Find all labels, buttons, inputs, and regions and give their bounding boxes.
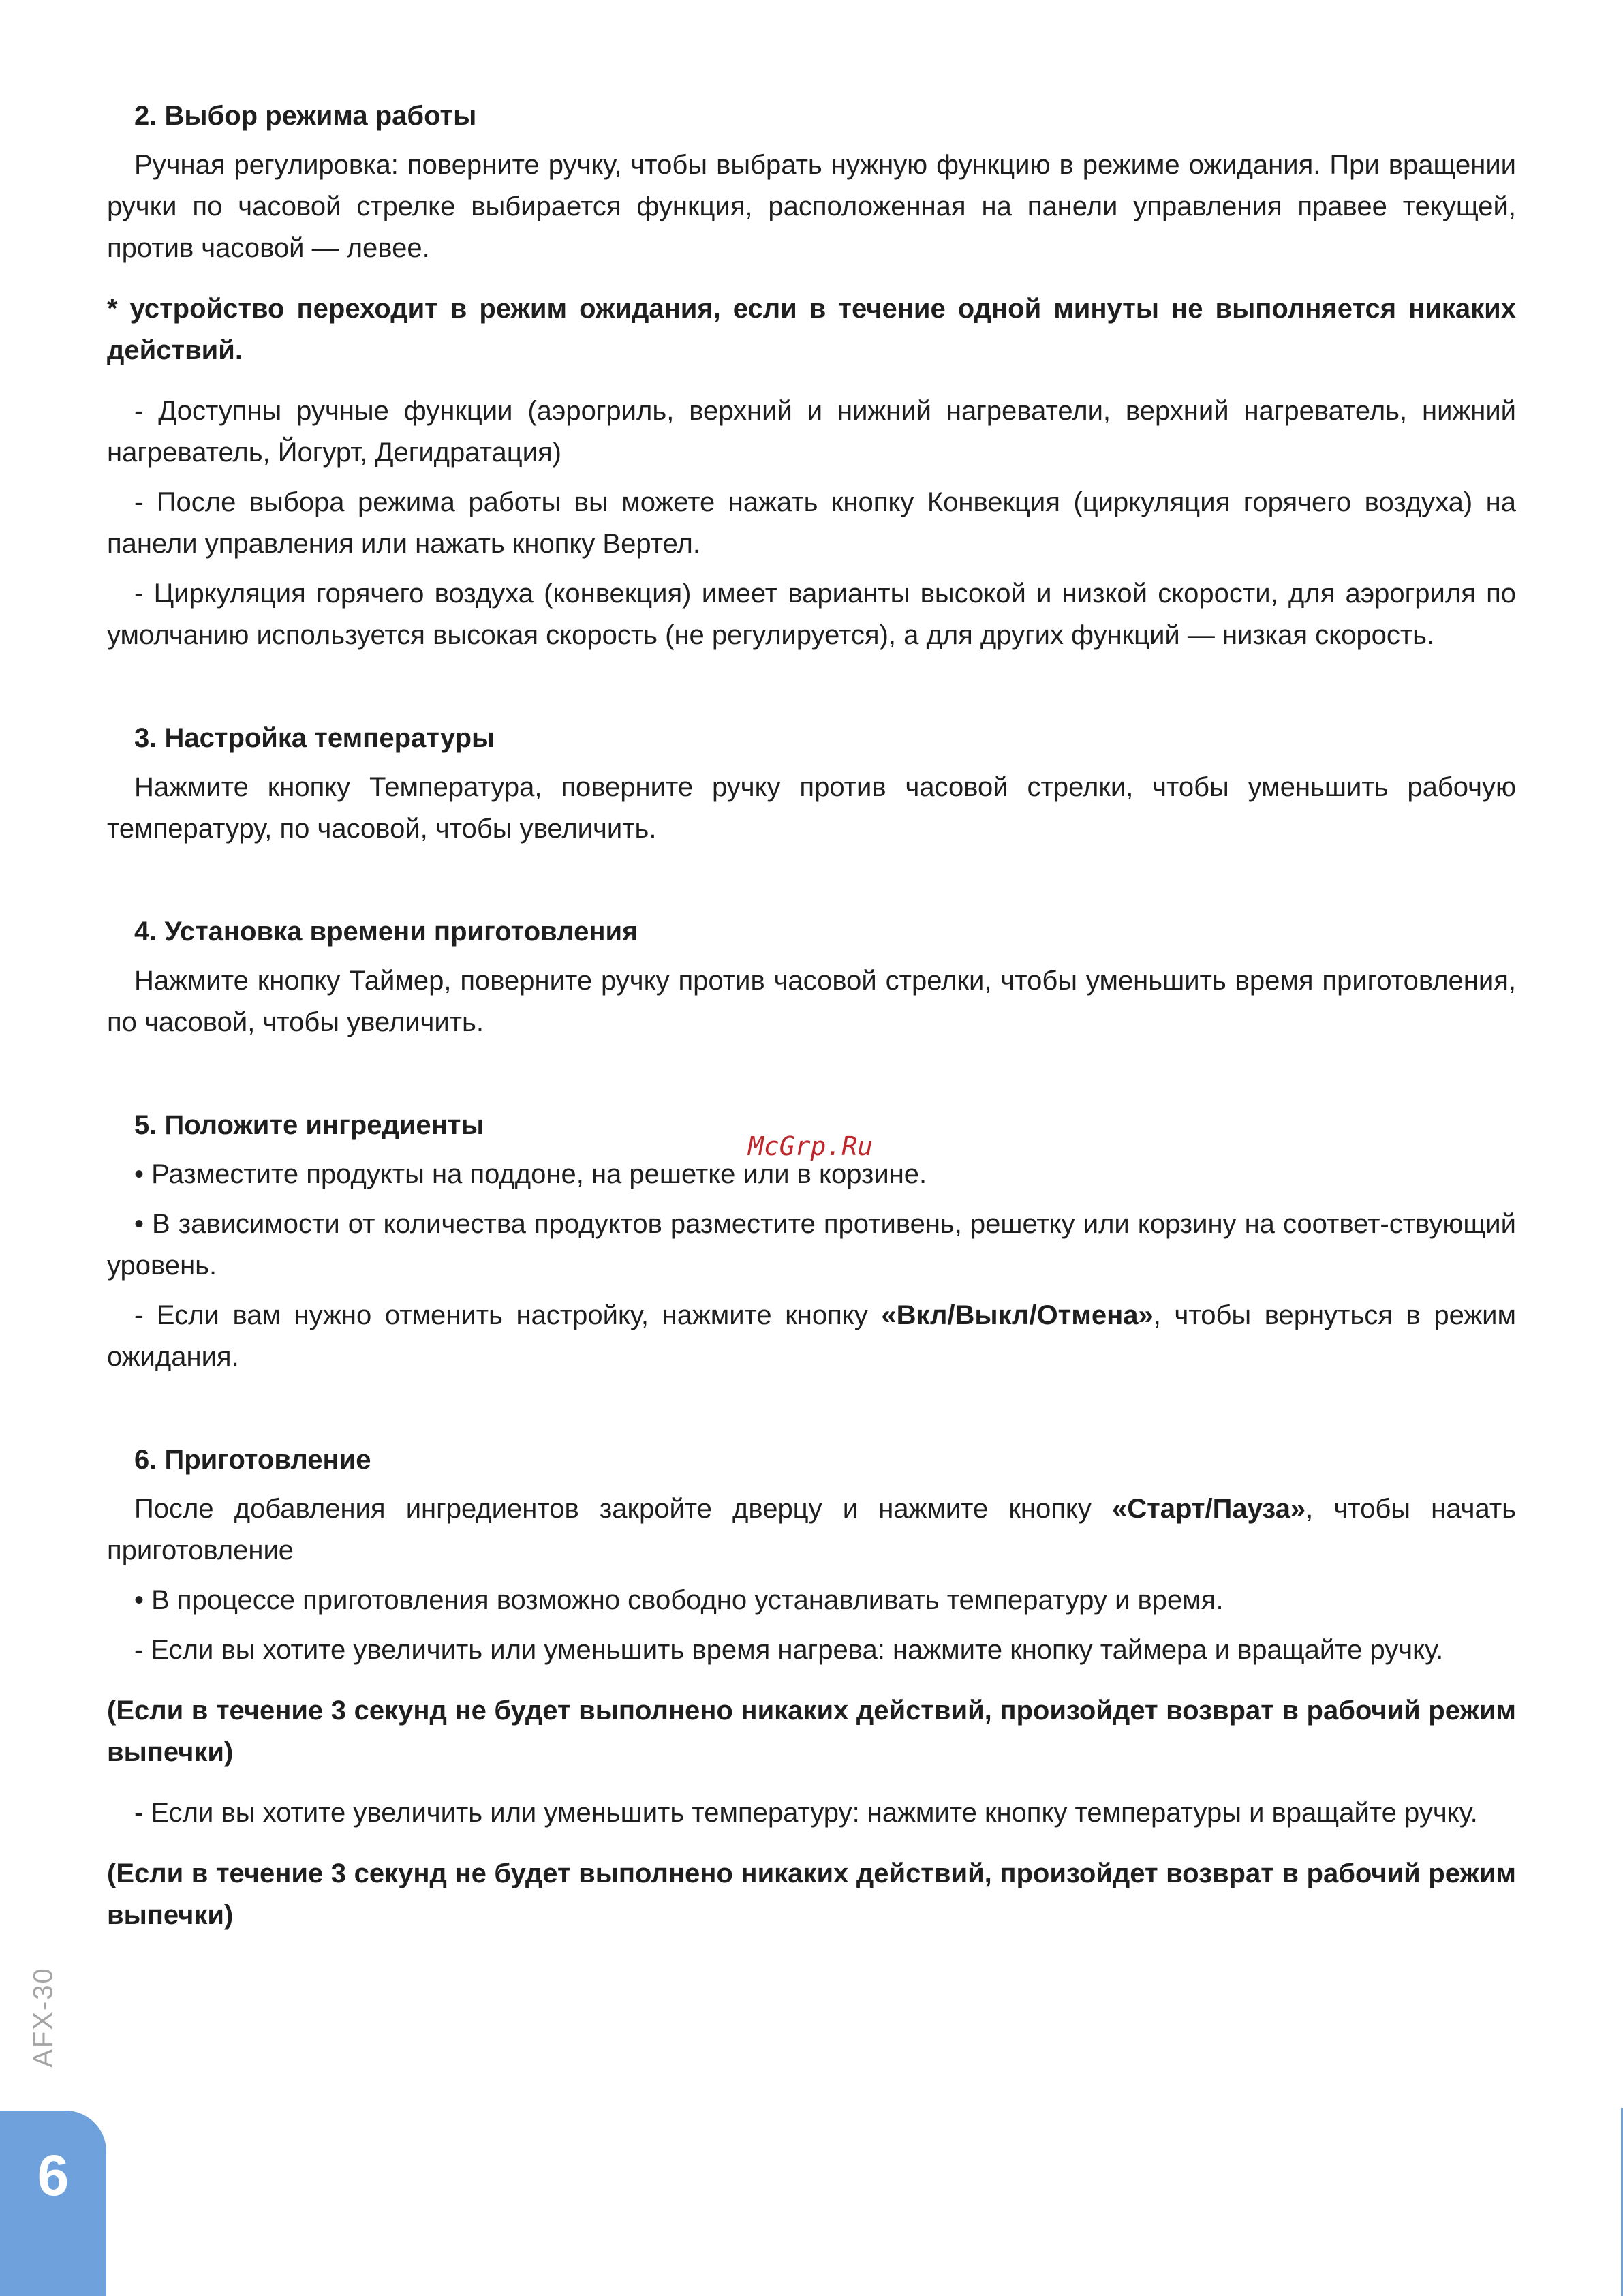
start-text-post: , чтобы начать приготовление: [107, 1494, 1516, 1565]
note-return-baking-1: (Если в течение 3 секунд не будет выполнено никаких действий, произойдет возврат в рабочий режим выпечки): [107, 1696, 1516, 1767]
paragraph-adjust-time: - Если вы хотите увеличить или уменьшить время нагрева: нажмите кнопку таймера и вращайте ручку.: [134, 1635, 1444, 1665]
start-text-pre: После добавления ингредиентов закройте дверцу и нажмите кнопку: [134, 1494, 1113, 1524]
page-number: 6: [37, 2143, 69, 2207]
paragraph-adjust-temperature: - Если вы хотите увеличить или уменьшить температуру: нажмите кнопку температуры и вращайте ручку.: [134, 1798, 1478, 1828]
paragraph-cancel: [107, 1295, 1516, 1378]
model-label: AFX-30: [28, 1967, 59, 2068]
paragraph-place-food: • Разместите продукты на поддоне, на решетке или в корзине.: [134, 1159, 927, 1189]
section-title-ingredients: 5. Положите ингредиенты: [134, 1110, 484, 1140]
section-title-temperature: 3. Настройка температуры: [134, 723, 495, 753]
note-return-baking-2: (Если в течение 3 секунд не будет выполнено никаких действий, произойдет возврат в рабочий режим выпечки): [107, 1858, 1516, 1930]
cancel-text-pre: - Если вам нужно отменить настройку, нажмите кнопку: [134, 1300, 882, 1330]
cancel-button-name: «Вкл/Выкл/Отмена»: [881, 1300, 1154, 1330]
paragraph-timer: Нажмите кнопку Таймер, поверните ручку против часовой стрелки, чтобы уменьшить время приготовления, по часовой, чтобы увеличить.: [107, 966, 1516, 1037]
paragraph-level: • В зависимости от количества продуктов разместите противень, решетку или корзину на соответ-ствующий уровень.: [107, 1209, 1516, 1281]
section-title-timer: 4. Установка времени приготовления: [134, 917, 638, 947]
document-body: [107, 95, 1516, 1936]
note-standby: * устройство переходит в режим ожидания, если в течение одной минуты не выполняется никаких действий.: [107, 294, 1516, 365]
section-title-cooking: 6. Приготовление: [134, 1445, 371, 1475]
watermark: McGrp.Ru: [748, 1131, 874, 1161]
start-button-name: «Старт/Пауза»: [1112, 1494, 1306, 1524]
paragraph-adjust-during-cooking: • В процессе приготовления возможно свободно устанавливать температуру и время.: [134, 1585, 1224, 1615]
cancel-text-post: , чтобы вернуться в режим ожидания.: [107, 1300, 1517, 1372]
paragraph-convection-speed: - Циркуляция горячего воздуха (конвекция) имеет варианты высокой и низкой скорости, для аэрогриля по умолчанию используется высокая скорость (не регулируется), а для других функций — низкая скорость.: [107, 579, 1516, 650]
paragraph-start: [107, 1488, 1516, 1572]
paragraph-manual-adjust: Ручная регулировка: поверните ручку, чтобы выбрать нужную функцию в режиме ожидания. При вращении ручки по часовой стрелке выбирается функция, расположенная на панели управления правее текущей, против часовой — левее.: [107, 150, 1516, 263]
section-title-mode: 2. Выбор режима работы: [134, 101, 477, 131]
paragraph-convection-button: - После выбора режима работы вы можете нажать кнопку Конвекция (циркуляция горячего воздуха) на панели управления или нажать кнопку Вертел.: [107, 487, 1516, 559]
paragraph-manual-functions: - Доступны ручные функции (аэрогриль, верхний и нижний нагреватели, верхний нагреватель, нижний нагреватель, Йогурт, Дегидратация): [107, 396, 1516, 468]
paragraph-temperature: Нажмите кнопку Температура, поверните ручку против часовой стрелки, чтобы уменьшить рабочую температуру, по часовой, чтобы увеличить.: [107, 772, 1516, 844]
